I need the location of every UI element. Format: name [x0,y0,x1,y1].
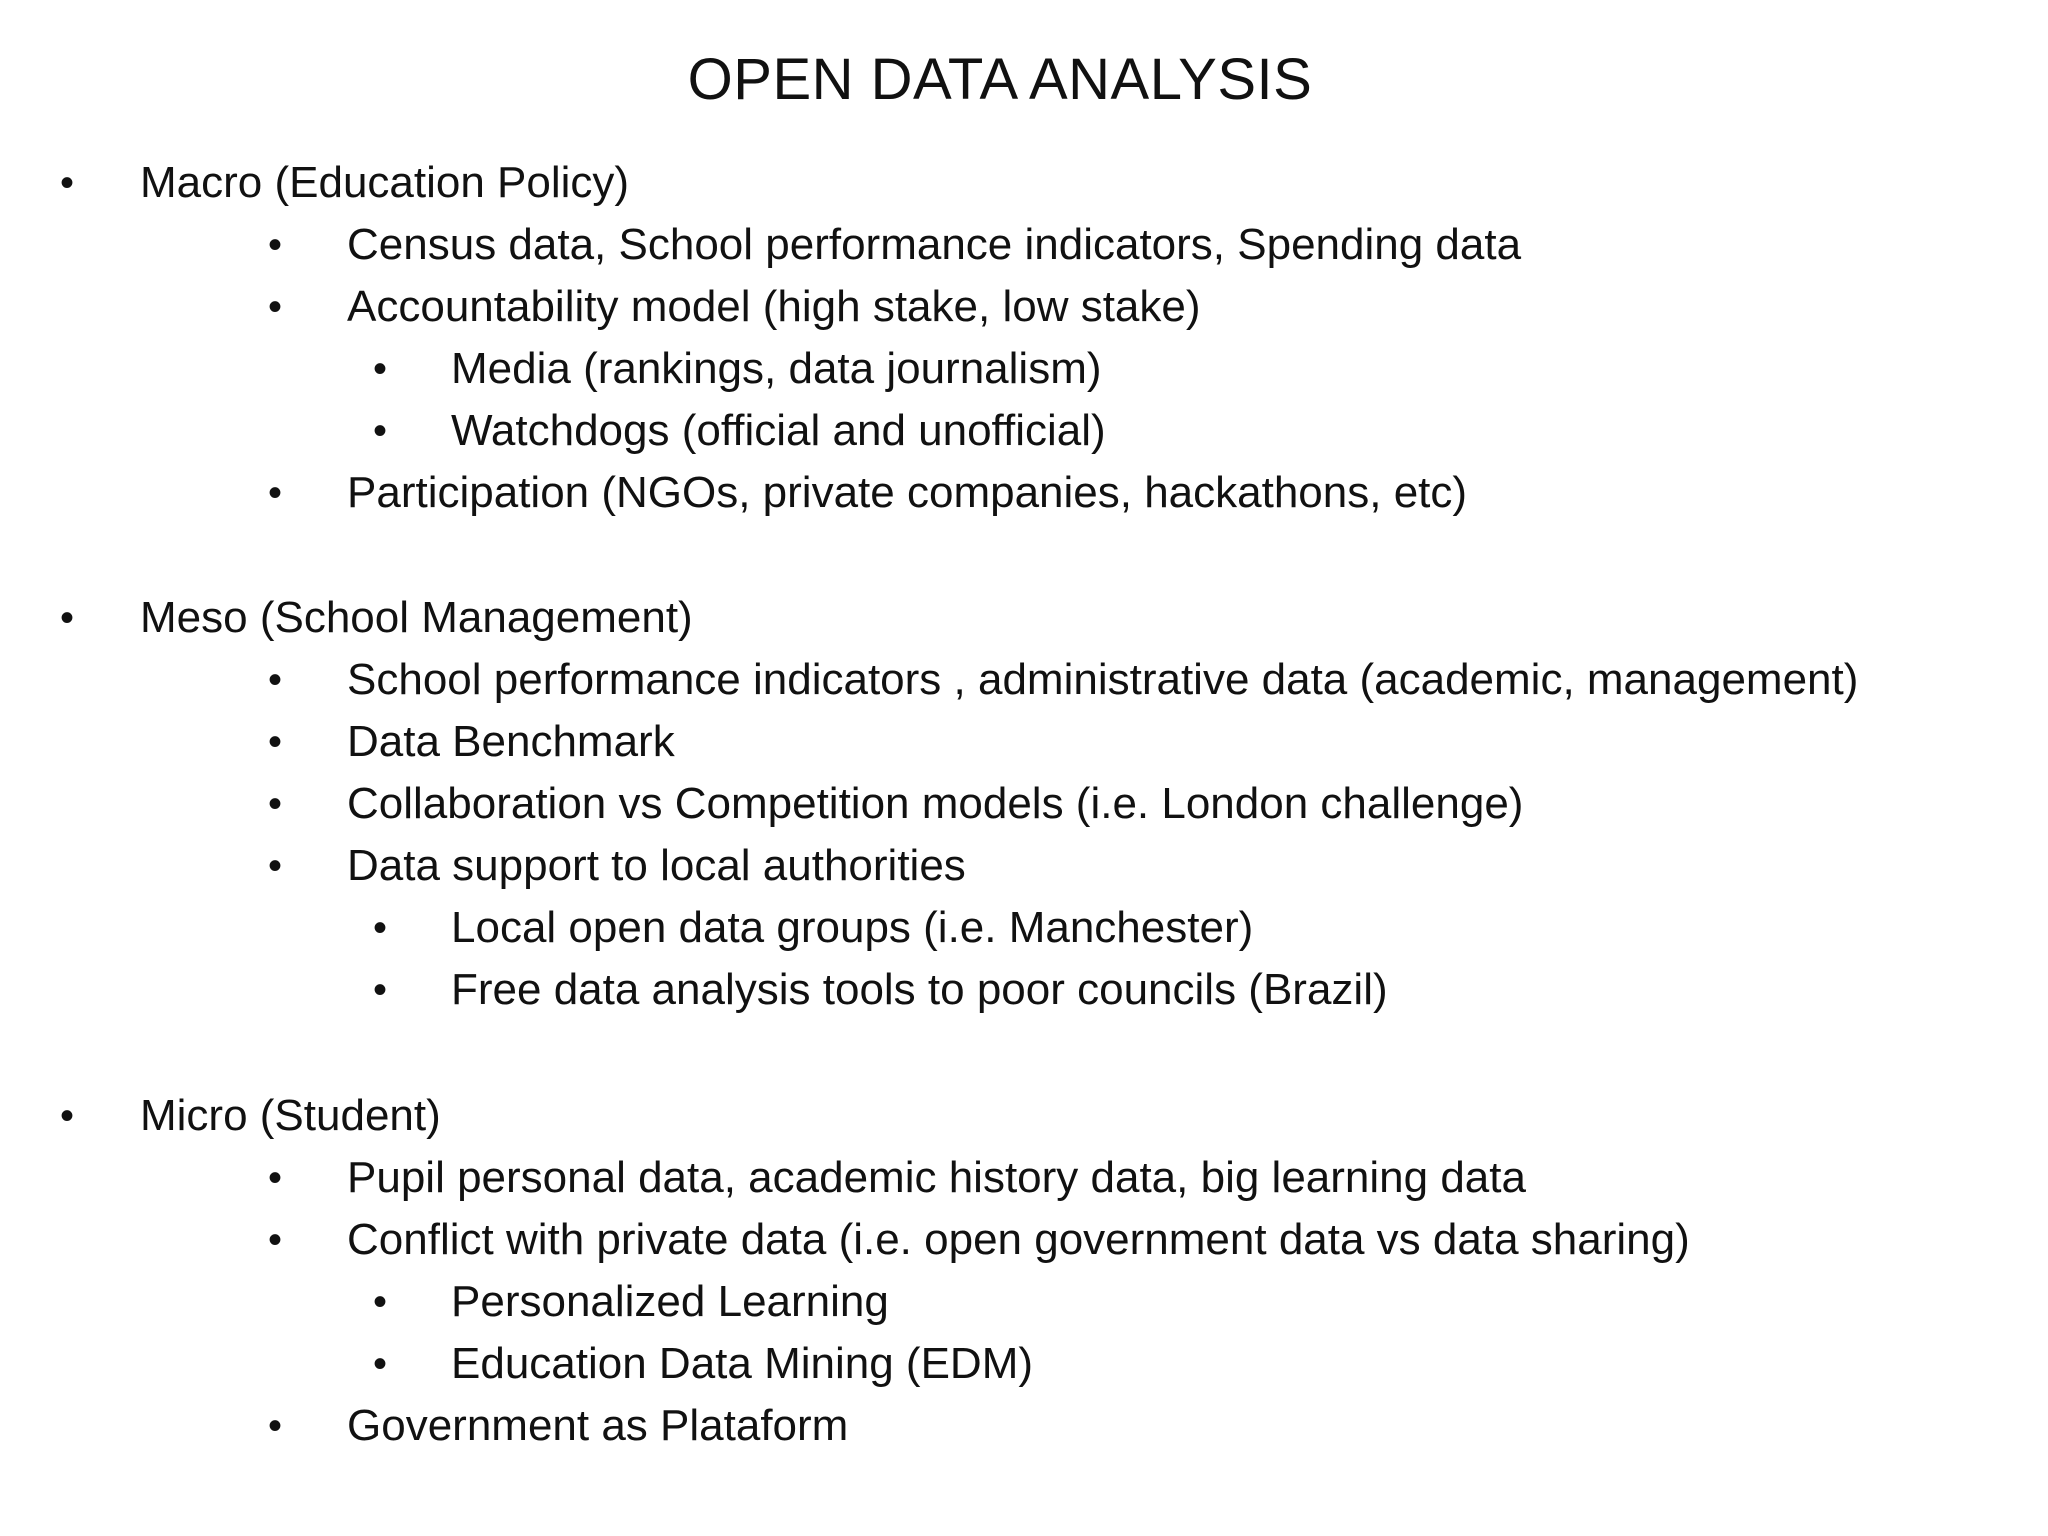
list-item-text: Participation (NGOs, private companies, hackathons, etc) [347,468,1468,517]
bullet-icon: • [373,1342,388,1386]
bullet-icon: • [268,471,283,515]
list-item-text: Data Benchmark [347,717,675,766]
list-item-text: Collaboration vs Competition models (i.e. London challenge) [347,779,1524,828]
list-item [0,1395,2048,1457]
list-item [0,649,2048,711]
bullet-icon: • [60,161,75,205]
bullet-icon: • [268,658,283,702]
bullet-icon: • [60,1094,75,1138]
list-item [0,897,2048,959]
list-item [0,1085,2048,1147]
list-item [0,587,2048,649]
list-item-text: Local open data groups (i.e. Manchester) [451,903,1254,952]
list-item-text: School performance indicators , administrative data (academic, management) [347,655,1859,704]
list-item-text: Macro (Education Policy) [140,158,630,207]
list-item-text: Micro (Student) [140,1091,441,1140]
list-item [0,1209,2048,1271]
bullet-icon: • [373,1280,388,1324]
list-item-text: Watchdogs (official and unofficial) [451,406,1106,455]
list-item-text: Government as Plataform [347,1401,849,1450]
bullet-icon: • [268,1404,283,1448]
list-item [0,338,2048,400]
list-item-text: Free data analysis tools to poor councils (Brazil) [451,965,1388,1014]
bullet-icon: • [373,347,388,391]
bullet-icon: • [268,720,283,764]
list-item [0,214,2048,276]
bullet-icon: • [268,782,283,826]
list-item-text: Accountability model (high stake, low stake) [347,282,1201,331]
list-item [0,1147,2048,1209]
slide-title: OPEN DATA ANALYSIS [687,47,1313,112]
bullet-icon: • [268,1156,283,1200]
list-item-text: Media (rankings, data journalism) [451,344,1102,393]
list-item [0,400,2048,462]
list-item-text: Conflict with private data (i.e. open government data vs data sharing) [347,1215,1690,1264]
list-item-text: Meso (School Management) [140,593,693,642]
list-item [0,1271,2048,1333]
bullet-icon: • [268,844,283,888]
bullet-icon: • [268,223,283,267]
list-item [0,1333,2048,1395]
bullet-icon: • [373,968,388,1012]
list-item-text: Education Data Mining (EDM) [451,1339,1034,1388]
bullet-icon: • [373,906,388,950]
list-item-text: Data support to local authorities [347,841,966,890]
list-item [0,711,2048,773]
list-item [0,462,2048,524]
bullet-icon: • [373,409,388,453]
list-item [0,276,2048,338]
list-item [0,773,2048,835]
list-item [0,835,2048,897]
list-item [0,152,2048,214]
list-item-text: Census data, School performance indicators, Spending data [347,220,1522,269]
list-item-text: Personalized Learning [451,1277,889,1326]
bullet-icon: • [268,1218,283,1262]
list-item [0,959,2048,1021]
bullet-icon: • [60,596,75,640]
bullet-icon: • [268,285,283,329]
list-item-text: Pupil personal data, academic history data, big learning data [347,1153,1526,1202]
